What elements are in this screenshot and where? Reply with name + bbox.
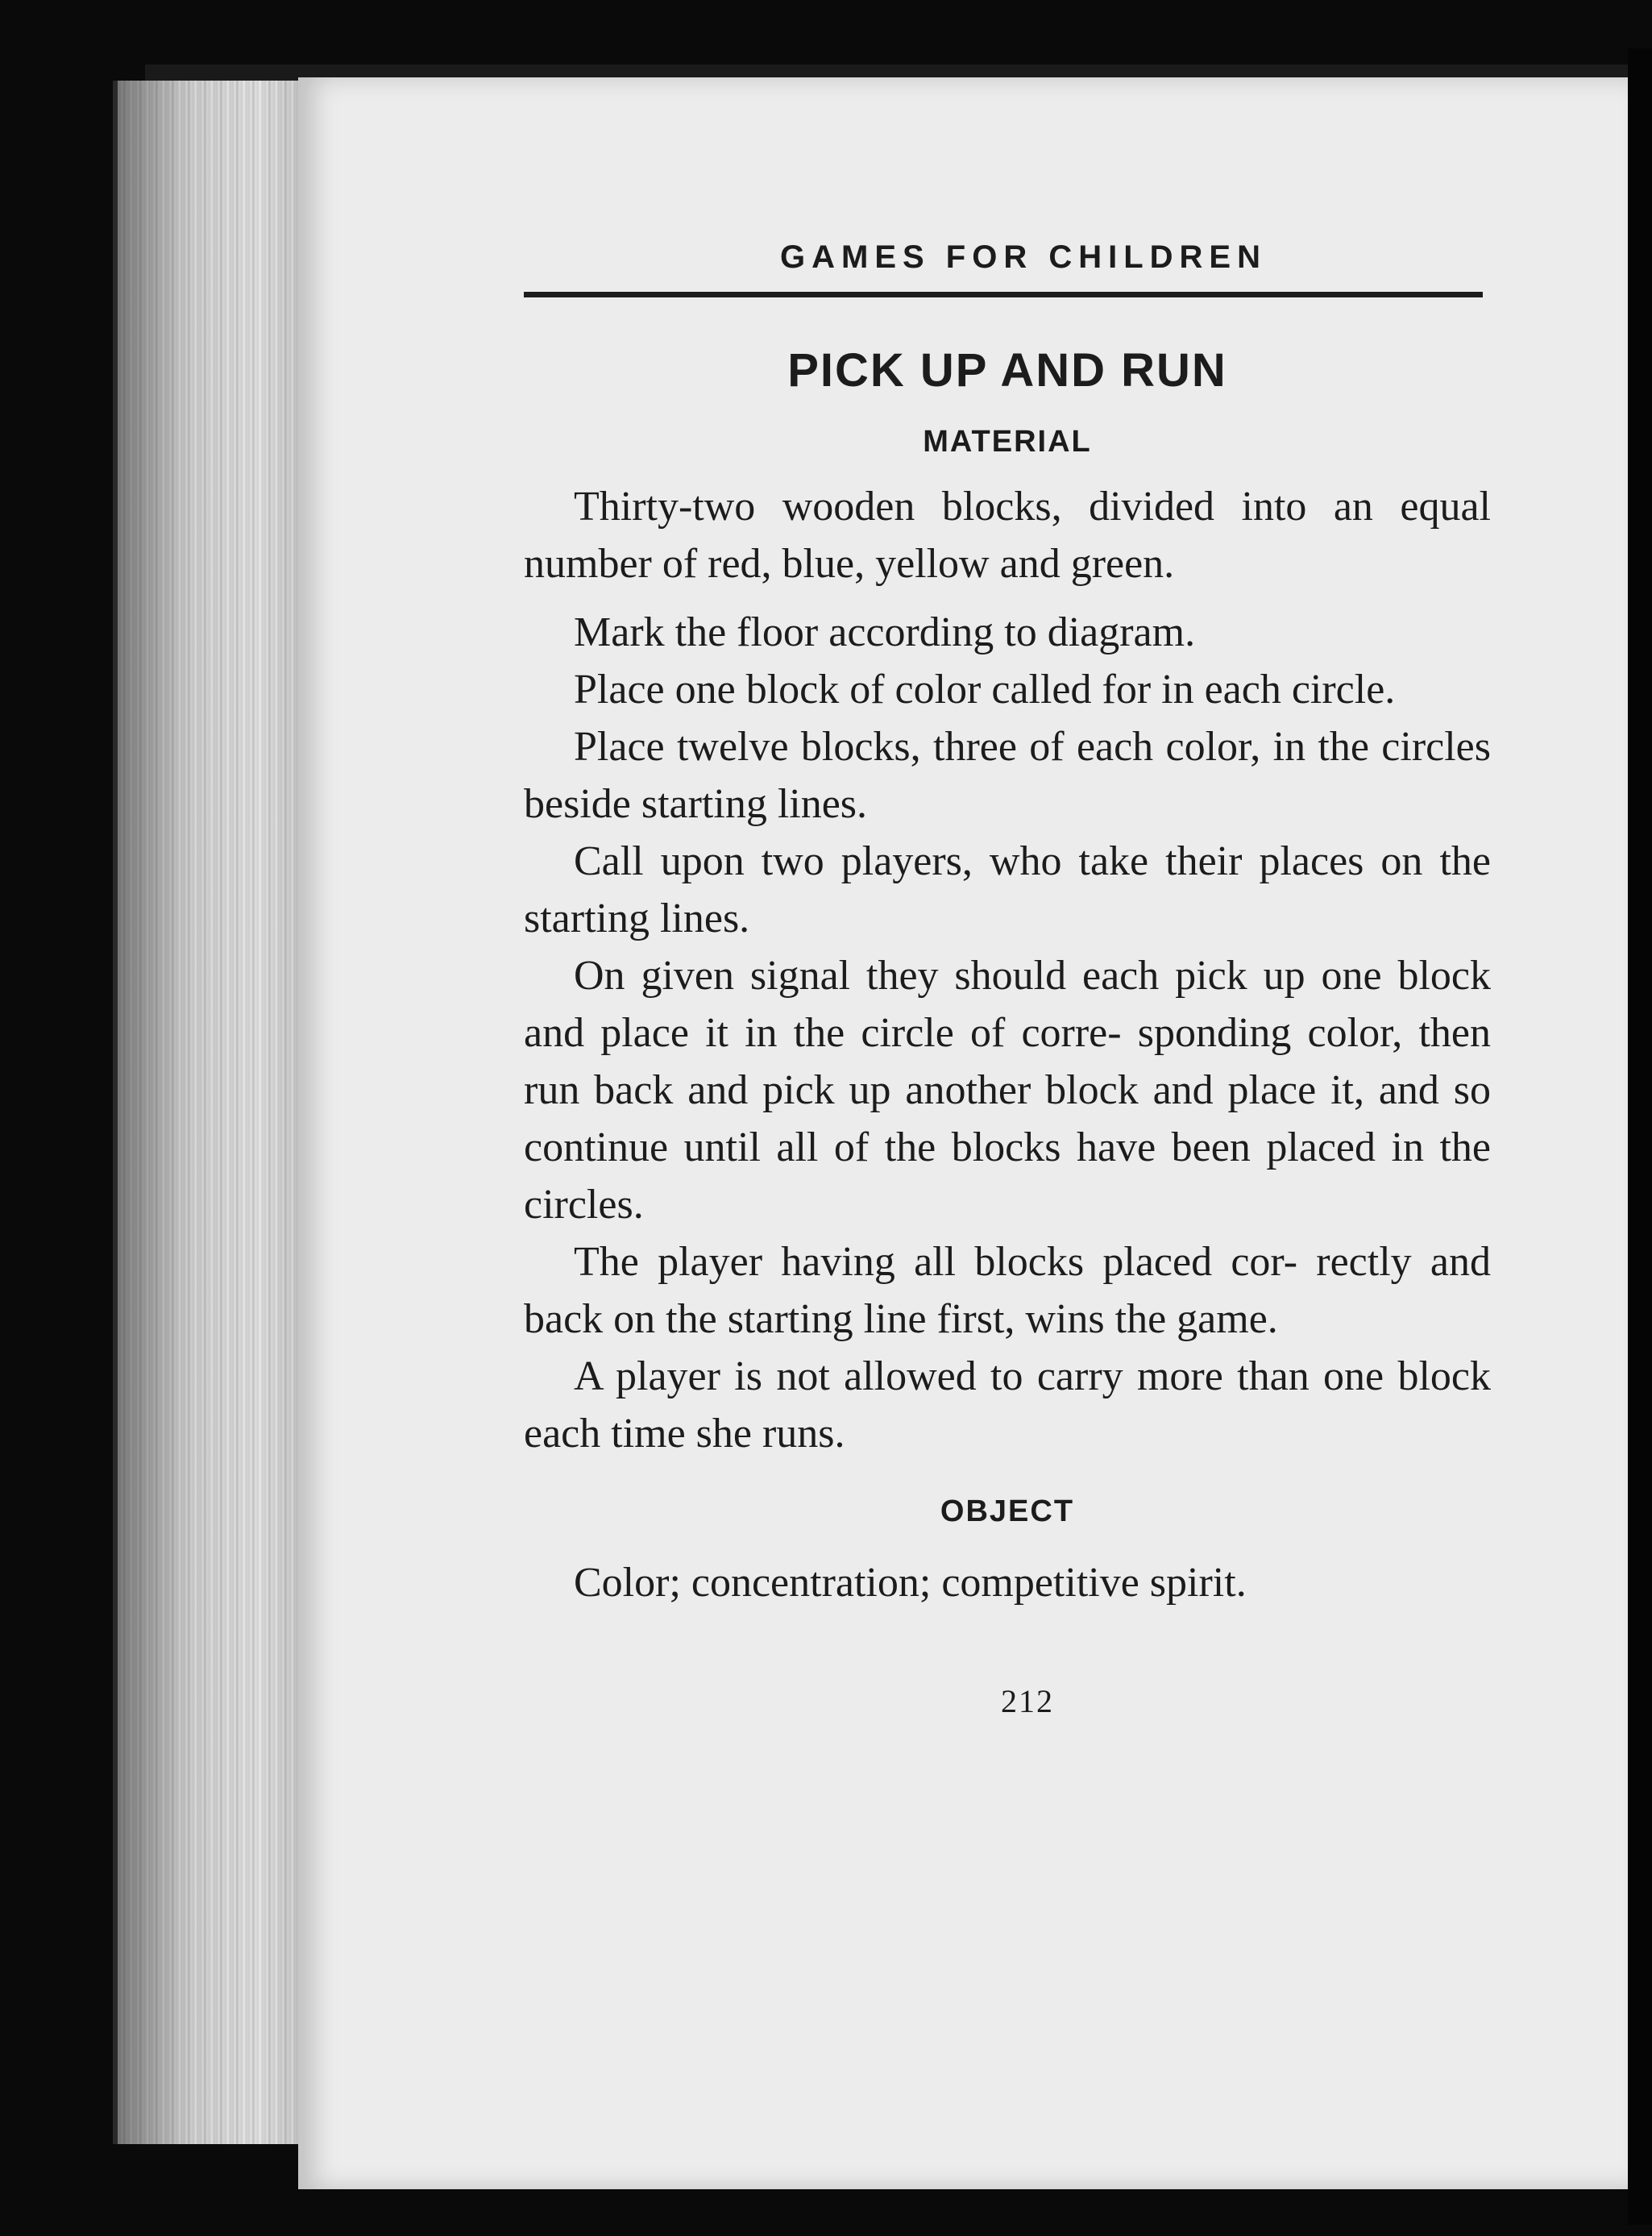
object-heading: OBJECT — [940, 1494, 1075, 1528]
paragraph-mark-floor: Mark the floor according to diagram. — [574, 609, 1196, 655]
object-text: Color; concentration; competitive spirit. — [574, 1560, 1247, 1606]
paragraph-call-players: Call upon two players, who take their places on the starting lines. — [524, 838, 1491, 941]
game-title: PICK UP AND RUN — [787, 344, 1227, 397]
header-rule — [524, 292, 1483, 297]
paragraph-place-one-block: Place one block of color called for in each circle. — [574, 667, 1396, 713]
book-page-edges — [113, 81, 319, 2144]
running-head: GAMES FOR CHILDREN — [780, 239, 1267, 275]
paragraph-winner: The player having all blocks placed cor- rectly and back on the starting line first, wins the game. — [524, 1239, 1491, 1342]
page-content — [524, 234, 1491, 1720]
paragraph-place-twelve-blocks: Place twelve blocks, three of each color, in the circles beside starting lines. — [524, 724, 1491, 827]
scan-right-border — [1628, 48, 1652, 2225]
paragraph-rule: A player is not allowed to carry more than one block each time she runs. — [524, 1353, 1491, 1457]
paragraph-material: Thirty-two wooden blocks, divided into an equal number of red, blue, yellow and green. — [524, 484, 1491, 587]
material-heading: MATERIAL — [923, 425, 1092, 459]
paragraph-signal: On given signal they should each pick up one block and place it in the circle of corre- sponding color, then run back and pick up another block and place it, and so continue until all of the blocks have been placed in the circles. — [524, 953, 1491, 1228]
page-number: 212 — [1001, 1683, 1054, 1719]
